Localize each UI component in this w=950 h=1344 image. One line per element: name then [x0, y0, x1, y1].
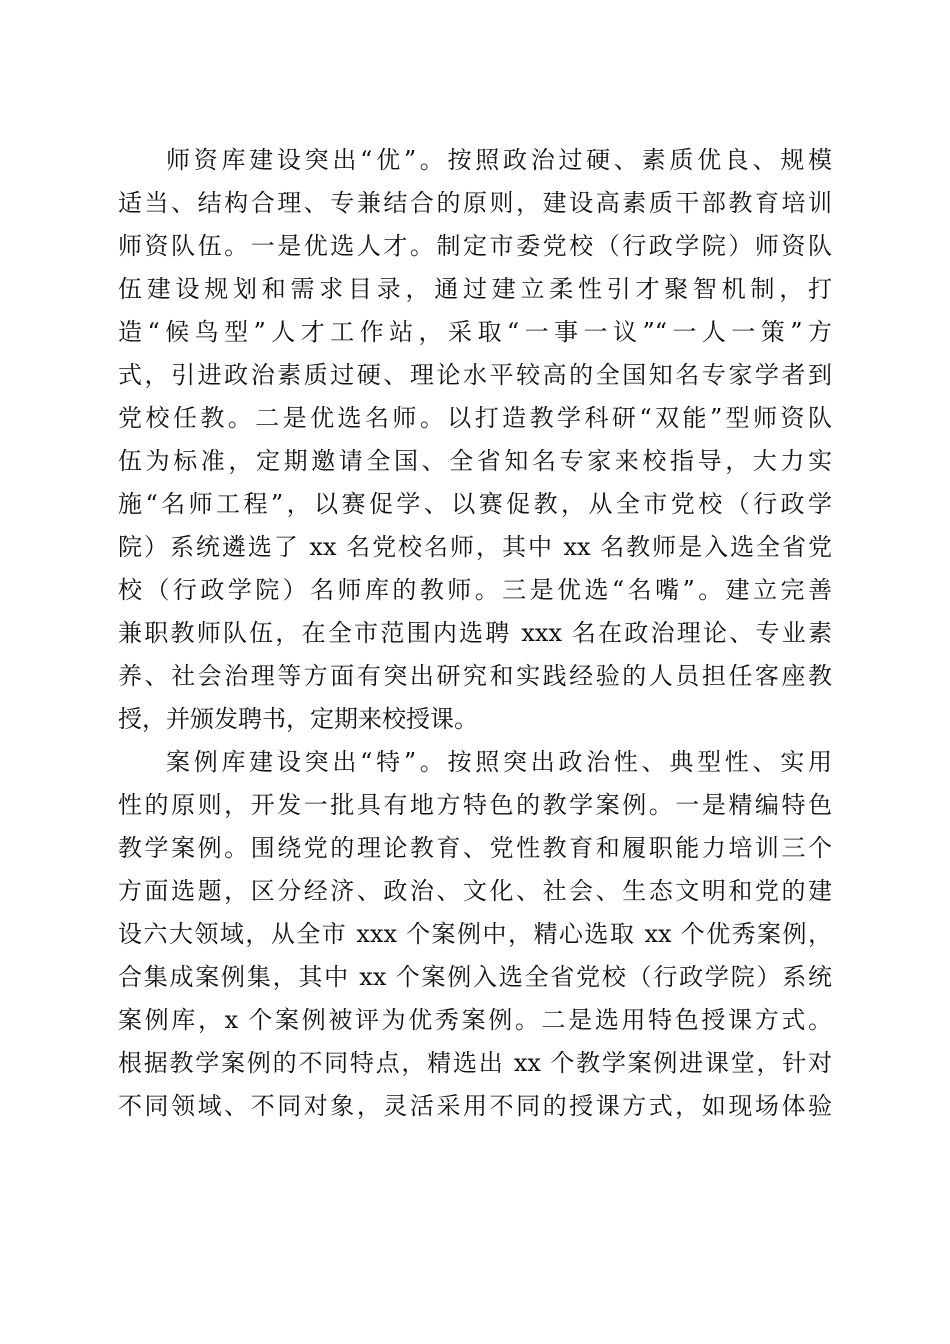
paragraph-1-line-12: 兼职教师队伍，在全市范围内选聘 xxx 名在政治理论、专业素 [118, 619, 832, 647]
paragraph-2-line-4: 方面选题，区分经济、政治、文化、社会、生态文明和党的建 [118, 877, 832, 905]
paragraph-1-line-2: 适当、结构合理、专兼结合的原则，建设高素质干部教育培训 [118, 189, 832, 217]
paragraph-1-line-13: 养、社会治理等方面有突出研究和实践经验的人员担任客座教 [118, 662, 832, 690]
paragraph-1-line-9: 施“名师工程”，以赛促学、以赛促教，从全市党校（行政学 [118, 490, 832, 518]
paragraph-1-line-10: 院）系统遴选了 xx 名党校名师，其中 xx 名教师是入选全省党 [118, 533, 832, 561]
paragraph-1-line-6: 式，引进政治素质过硬、理论水平较高的全国知名专家学者到 [118, 361, 832, 389]
paragraph-1-line-5: 造“候鸟型”人才工作站，采取“一事一议”“一人一策”方 [118, 318, 832, 346]
paragraph-1-line-14: 授，并颁发聘书，定期来校授课。 [118, 705, 478, 733]
paragraph-2-line-7: 案例库，x 个案例被评为优秀案例。二是选用特色授课方式。 [118, 1006, 832, 1034]
paragraph-2-line-8: 根据教学案例的不同特点，精选出 xx 个教学案例进课堂，针对 [118, 1049, 832, 1077]
paragraph-1-line-1: 师资库建设突出“优”。按照政治过硬、素质优良、规模 [166, 146, 832, 174]
paragraph-1-line-3: 师资队伍。一是优选人才。制定市委党校（行政学院）师资队 [118, 232, 832, 260]
paragraph-1-line-11: 校（行政学院）名师库的教师。三是优选“名嘴”。建立完善 [118, 576, 832, 604]
paragraph-1-line-8: 伍为标准，定期邀请全国、全省知名专家来校指导，大力实 [118, 447, 832, 475]
paragraph-2-line-1: 案例库建设突出“特”。按照突出政治性、典型性、实用 [166, 748, 832, 776]
paragraph-2-line-9: 不同领域、不同对象，灵活采用不同的授课方式，如现场体验 [118, 1092, 832, 1120]
paragraph-2-line-2: 性的原则，开发一批具有地方特色的教学案例。一是精编特色 [118, 791, 832, 819]
paragraph-1-line-7: 党校任教。二是优选名师。以打造教学科研“双能”型师资队 [118, 404, 832, 432]
paragraph-2-line-3: 教学案例。围绕党的理论教育、党性教育和履职能力培训三个 [118, 834, 832, 862]
paragraph-1-line-4: 伍建设规划和需求目录，通过建立柔性引才聚智机制，打 [118, 275, 832, 303]
paragraph-2-line-6: 合集成案例集，其中 xx 个案例入选全省党校（行政学院）系统 [118, 963, 832, 991]
paragraph-2-line-5: 设六大领域，从全市 xxx 个案例中，精心选取 xx 个优秀案例， [118, 920, 832, 948]
